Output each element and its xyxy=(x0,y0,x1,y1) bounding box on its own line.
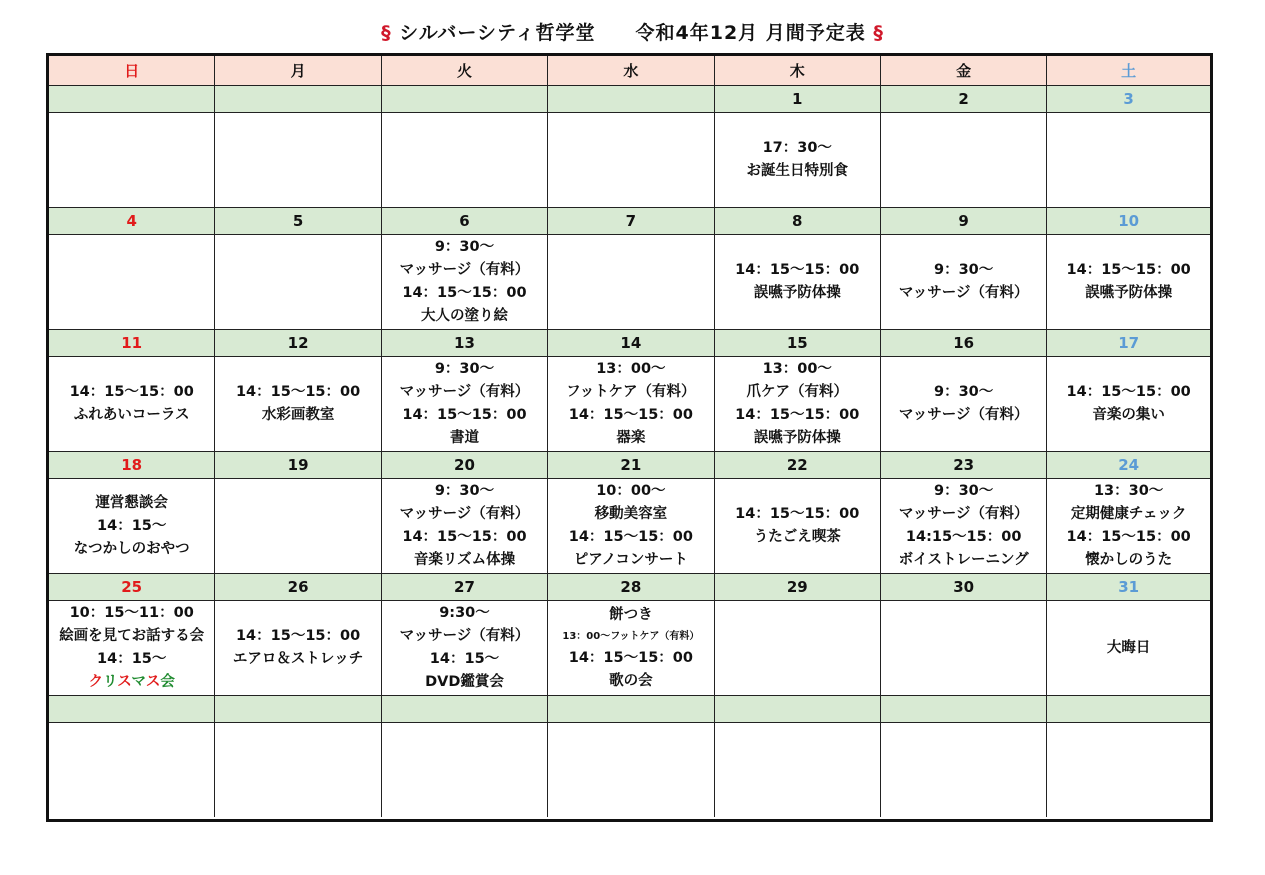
date-number-thu: 29 xyxy=(715,574,881,601)
event-line: DVD鑑賞会 xyxy=(425,674,504,690)
date-number-thu: 15 xyxy=(715,330,881,357)
date-number-wed xyxy=(548,696,714,723)
events-row xyxy=(49,357,1210,452)
day-events-tue xyxy=(382,479,548,574)
event-line: マッサージ（有料） xyxy=(399,384,530,400)
event-line: 14：15～15：00 xyxy=(568,529,693,545)
weekday-wed: 水 xyxy=(548,56,714,86)
event-line: 水彩画教室 xyxy=(261,407,335,423)
event-line: うたごえ喫茶 xyxy=(753,529,841,545)
date-number-mon: 5 xyxy=(215,208,381,235)
date-number-wed xyxy=(548,86,714,113)
event-line: 14：15～15：00 xyxy=(735,262,860,278)
day-events-sat xyxy=(1047,235,1210,330)
date-number-fri xyxy=(881,696,1047,723)
event-line: 14：15～15：00 xyxy=(402,407,527,423)
date-number-fri: 23 xyxy=(881,452,1047,479)
events-row xyxy=(49,235,1210,330)
events-row xyxy=(49,723,1210,817)
day-events-fri xyxy=(881,601,1047,696)
event-line: 9：30～ xyxy=(934,384,994,400)
day-events-wed xyxy=(548,113,714,208)
christmas-char: ス xyxy=(145,674,161,690)
event-line: マッサージ（有料） xyxy=(898,407,1029,423)
event-line: 音楽リズム体操 xyxy=(413,552,516,568)
event-line: 運営懇談会 xyxy=(95,494,168,511)
date-number-sat: 17 xyxy=(1047,330,1210,357)
event-line: 14：15～15：00 xyxy=(735,407,860,423)
date-number-tue: 6 xyxy=(382,208,548,235)
day-events-mon xyxy=(215,235,381,330)
day-events-sat xyxy=(1047,357,1210,452)
event-line: 14：15～15：00 xyxy=(568,649,693,666)
day-events-sun xyxy=(49,113,215,208)
event-line: 書道 xyxy=(449,430,479,446)
date-number-thu xyxy=(715,696,881,723)
event-line: 14：15～15：00 xyxy=(735,506,860,522)
event-line: 餅つき xyxy=(609,606,653,623)
date-row xyxy=(49,208,1210,235)
date-number-fri: 9 xyxy=(881,208,1047,235)
date-number-thu: 8 xyxy=(715,208,881,235)
day-events-fri xyxy=(881,723,1047,817)
day-events-wed xyxy=(548,723,714,817)
event-line: 9:30～ xyxy=(439,605,490,621)
event-line: 14：15～15：00 xyxy=(1066,384,1191,400)
event-line: 17：30～ xyxy=(762,140,832,156)
date-row xyxy=(49,574,1210,601)
event-line: ふれあいコーラス xyxy=(73,407,190,423)
event-line: 14：15～15：00 xyxy=(1066,262,1191,278)
event-line: 13：00～ xyxy=(596,361,666,377)
event-line: 大晦日 xyxy=(1106,639,1151,656)
page-title xyxy=(0,18,1265,45)
event-line: 歌の会 xyxy=(609,672,653,689)
day-events-mon xyxy=(215,723,381,817)
event-line: 誤嚥予防体操 xyxy=(753,285,841,301)
day-events-wed xyxy=(548,235,714,330)
events-row xyxy=(49,479,1210,574)
event-line: マッサージ（有料） xyxy=(399,506,530,522)
event-line: 定期健康チェック xyxy=(1070,506,1187,522)
event-line: 誤嚥予防体操 xyxy=(1085,285,1173,301)
date-number-tue: 13 xyxy=(382,330,548,357)
date-row xyxy=(49,452,1210,479)
date-number-wed: 28 xyxy=(548,574,714,601)
day-events-sat xyxy=(1047,601,1210,696)
day-events-sat xyxy=(1047,723,1210,817)
day-events-sun xyxy=(49,357,215,452)
christmas-char: マ xyxy=(131,674,146,690)
date-number-wed: 14 xyxy=(548,330,714,357)
weekday-mon: 月 xyxy=(215,56,381,86)
day-events-tue xyxy=(382,357,548,452)
event-line: マッサージ（有料） xyxy=(399,628,530,644)
date-row xyxy=(49,330,1210,357)
event-line: エアロ＆ストレッチ xyxy=(232,651,364,667)
event-line: 爪ケア（有料） xyxy=(746,384,848,400)
day-events-wed xyxy=(548,601,714,696)
event-line: 14：15～ xyxy=(97,651,167,667)
date-number-mon: 19 xyxy=(215,452,381,479)
event-line: 絵画を見てお話する会 xyxy=(59,628,205,644)
date-number-sat: 31 xyxy=(1047,574,1210,601)
event-line: マッサージ（有料） xyxy=(399,262,530,278)
event-line: なつかしのおやつ xyxy=(73,540,190,557)
date-number-sat: 3 xyxy=(1047,86,1210,113)
event-line: 14：15～ xyxy=(97,517,167,534)
event-line: ピアノコンサート xyxy=(573,552,688,568)
event-line: 14:15～15：00 xyxy=(905,529,1022,545)
event-line: 音楽の集い xyxy=(1092,407,1165,423)
day-events-fri xyxy=(881,357,1047,452)
day-events-sat xyxy=(1047,479,1210,574)
day-events-wed xyxy=(548,479,714,574)
section-mark-right: § xyxy=(873,22,884,44)
section-mark-left: § xyxy=(381,22,392,44)
weekday-header-row xyxy=(49,56,1210,86)
date-row xyxy=(49,696,1210,723)
day-events-tue xyxy=(382,601,548,696)
event-line: 14：15～15：00 xyxy=(69,384,194,400)
day-events-tue xyxy=(382,235,548,330)
monthly-calendar xyxy=(46,53,1213,822)
event-line: 9：30～ xyxy=(434,361,495,377)
event-line: 14：15～15：00 xyxy=(1066,529,1191,545)
event-line: マッサージ（有料） xyxy=(898,285,1029,301)
date-number-sat xyxy=(1047,696,1210,723)
date-row xyxy=(49,86,1210,113)
event-line: 大人の塗り絵 xyxy=(420,308,508,324)
event-line: 13：00～ xyxy=(762,361,832,377)
weekday-sat: 土 xyxy=(1047,56,1210,86)
date-number-wed: 21 xyxy=(548,452,714,479)
day-events-mon xyxy=(215,479,381,574)
day-events-tue xyxy=(382,723,548,817)
date-number-sun: 25 xyxy=(49,574,215,601)
day-events-mon xyxy=(215,601,381,696)
event-line: 移動美容室 xyxy=(594,506,668,522)
event-line: 14：15～15：00 xyxy=(402,285,527,301)
events-row xyxy=(49,601,1210,696)
event-line: ボイストレーニング xyxy=(898,552,1029,568)
title-text: シルバーシティ哲学堂 令和4年12月 月間予定表 xyxy=(399,22,866,44)
christmas-char: ス xyxy=(117,674,132,690)
day-events-fri xyxy=(881,479,1047,574)
date-number-thu: 1 xyxy=(715,86,881,113)
day-events-thu xyxy=(715,357,881,452)
day-events-sat xyxy=(1047,113,1210,208)
event-line: マッサージ（有料） xyxy=(898,506,1029,522)
day-events-sun xyxy=(49,479,215,574)
date-number-fri: 2 xyxy=(881,86,1047,113)
weekday-fri: 金 xyxy=(881,56,1047,86)
day-events-tue xyxy=(382,113,548,208)
event-line: 13：30～ xyxy=(1093,483,1164,499)
event-line: 10：15～11：00 xyxy=(69,605,194,621)
date-number-sat: 24 xyxy=(1047,452,1210,479)
christmas-char: 会 xyxy=(160,674,175,690)
day-events-sun xyxy=(49,723,215,817)
events-row xyxy=(49,113,1210,208)
event-line: 誤嚥予防体操 xyxy=(753,430,841,446)
day-events-thu xyxy=(715,235,881,330)
weekday-sun: 日 xyxy=(49,56,215,86)
event-line: 14：15～ xyxy=(429,651,500,667)
day-events-mon xyxy=(215,357,381,452)
event-line: フットケア（有料） xyxy=(566,384,696,400)
day-events-sun xyxy=(49,601,215,696)
date-number-tue: 20 xyxy=(382,452,548,479)
date-number-mon: 12 xyxy=(215,330,381,357)
day-events-thu xyxy=(715,723,881,817)
christmas-event xyxy=(88,671,174,694)
date-number-mon xyxy=(215,696,381,723)
day-events-mon xyxy=(215,113,381,208)
date-number-sun xyxy=(49,86,215,113)
event-line: 9：30～ xyxy=(434,483,495,499)
day-events-thu xyxy=(715,479,881,574)
event-line: 14：15～15：00 xyxy=(402,529,527,545)
date-number-sun: 11 xyxy=(49,330,215,357)
date-number-sat: 10 xyxy=(1047,208,1210,235)
event-line: 9：30～ xyxy=(934,262,994,278)
date-number-tue xyxy=(382,86,548,113)
weekday-tue: 火 xyxy=(382,56,548,86)
weekday-thu: 木 xyxy=(715,56,881,86)
event-line: 13：00～フットケア（有料） xyxy=(562,630,700,642)
date-number-wed: 7 xyxy=(548,208,714,235)
date-number-thu: 22 xyxy=(715,452,881,479)
event-line: 9：30～ xyxy=(434,239,495,255)
date-number-fri: 16 xyxy=(881,330,1047,357)
event-line: お誕生日特別食 xyxy=(746,163,848,179)
event-line: 14：15～15：00 xyxy=(568,407,693,423)
event-line: 器楽 xyxy=(616,430,646,446)
date-number-sun: 4 xyxy=(49,208,215,235)
date-number-sun: 18 xyxy=(49,452,215,479)
day-events-fri xyxy=(881,235,1047,330)
date-number-mon: 26 xyxy=(215,574,381,601)
event-line: 14：15～15：00 xyxy=(235,628,361,644)
event-line: 懐かしのうた xyxy=(1085,552,1173,568)
date-number-fri: 30 xyxy=(881,574,1047,601)
date-number-mon xyxy=(215,86,381,113)
day-events-thu xyxy=(715,113,881,208)
christmas-char: ク xyxy=(88,674,103,690)
day-events-thu xyxy=(715,601,881,696)
event-line: 14：15～15：00 xyxy=(235,384,361,400)
date-number-tue: 27 xyxy=(382,574,548,601)
day-events-sun xyxy=(49,235,215,330)
day-events-fri xyxy=(881,113,1047,208)
event-line: 10：00～ xyxy=(596,483,666,499)
date-number-sun xyxy=(49,696,215,723)
event-line: 9：30～ xyxy=(934,483,994,499)
date-number-tue xyxy=(382,696,548,723)
christmas-char: リ xyxy=(102,674,118,690)
day-events-wed xyxy=(548,357,714,452)
